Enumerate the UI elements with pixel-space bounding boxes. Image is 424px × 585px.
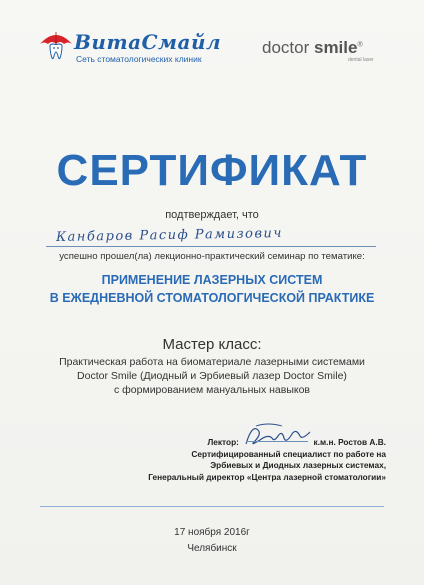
lecturer-line3: Эрбиевых и Диодных лазерных системах, [210, 460, 386, 470]
registered-mark: ® [357, 41, 363, 49]
issue-city: Челябинск [187, 543, 237, 554]
completed-text: успешно прошел(ла) лекционно-практический семинар по тематике: [59, 251, 365, 262]
confirms-text: подтверждает, что [165, 209, 259, 221]
description-line1: Практическая работа на биоматериале лазерными системами [59, 356, 365, 368]
umbrella-tooth-icon [38, 28, 74, 64]
doctor-smile-word2: smile [313, 38, 358, 57]
seminar-topic-line1: ПРИМЕНЕНИЕ ЛАЗЕРНЫХ СИСТЕМ [101, 273, 323, 287]
doctor-smile-wordmark [262, 38, 363, 58]
vitasmile-subtitle: Сеть стоматологических клиник [76, 54, 202, 64]
certificate-title: СЕРТИФИКАТ [56, 146, 368, 195]
lecturer-label: Лектор: [207, 437, 239, 447]
description-line2: Doctor Smile (Диодный и Эрбиевый лазер Doctor Smile) [77, 370, 347, 382]
seminar-topic-line2: В ЕЖЕДНЕВНОЙ СТОМАТОЛОГИЧЕСКОЙ ПРАКТИКЕ [49, 291, 375, 305]
date-separator [40, 506, 384, 507]
lecturer-row [148, 437, 386, 449]
lecturer-line2: Сертифицированный специалист по работе на [191, 448, 386, 459]
recipient-name: Канбаров Расиф Рамизович [55, 226, 284, 245]
vitasmile-name: ВитаСмайл [74, 30, 222, 54]
lecturer-block [148, 437, 386, 483]
description-line3: с формированием мануальных навыков [113, 384, 311, 396]
doctor-smile-subtitle: dental laser [348, 57, 374, 63]
lecturer-line4: Генеральный директор «Центра лазерной стоматологии» [148, 471, 386, 482]
seminar-topic [0, 271, 424, 307]
issue-date: 17 ноября 2016г [174, 527, 250, 538]
name-underline [46, 246, 376, 247]
master-class-description [0, 355, 424, 397]
lecturer-name: к.м.н. Ростов А.В. [313, 437, 386, 447]
master-class-heading: Мастер класс: [162, 336, 262, 353]
doctor-smile-word1: doctor [262, 38, 314, 57]
doctor-smile-logo [262, 38, 392, 66]
vitasmile-logo [38, 28, 238, 66]
